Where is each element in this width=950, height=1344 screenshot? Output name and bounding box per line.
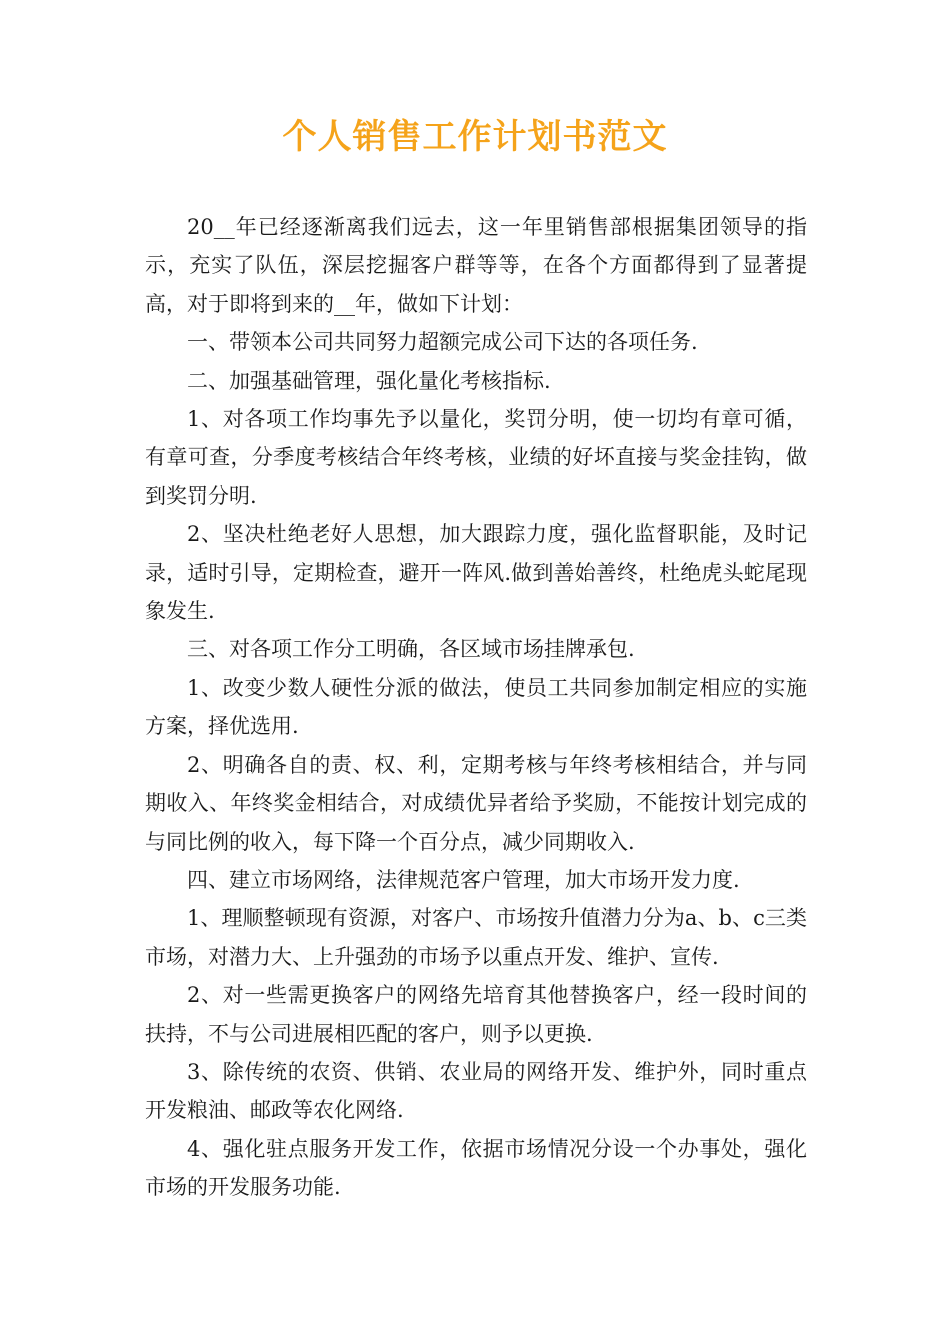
paragraph-section-3: 三、对各项工作分工明确，各区域市场挂牌承包. — [187, 637, 635, 662]
paragraph-intro: 20__年已经逐渐离我们远去，这一年里销售部根据集团领导的指示，充实了队伍，深层挖掘客户群等等，在各个方面都得到了显著提高，对于即将到来的__年，做如下计划： — [145, 215, 807, 316]
paragraph-section-4-item-4: 4、强化驻点服务开发工作，依据市场情况分设一个办事处，强化市场的开发服务功能. — [145, 1136, 807, 1200]
paragraph-section-3-item-2: 2、明确各自的责、权、利，定期考核与年终考核相结合，并与同期收入、年终奖金相结合，对成绩优异者给予奖励，不能按计划完成的与同比例的收入，每下降一个百分点，减少同期收入. — [145, 752, 807, 854]
paragraph-section-4-item-3: 3、除传统的农资、供销、农业局的网络开发、维护外，同时重点开发粮油、邮政等农化网络. — [145, 1059, 807, 1123]
paragraph-section-4: 四、建立市场网络，法律规范客户管理，加大市场开发力度. — [187, 867, 740, 892]
paragraph-section-3-item-1: 1、改变少数人硬性分派的做法，使员工共同参加制定相应的实施方案，择优选用. — [145, 675, 807, 739]
paragraph-section-2: 二、加强基础管理，强化量化考核指标. — [187, 368, 551, 393]
document-body — [145, 208, 807, 1207]
document-title: 个人销售工作计划书范文 — [282, 117, 668, 157]
paragraph-section-2-item-2: 2、坚决杜绝老好人思想，加大跟踪力度，强化监督职能，及时记录，适时引导，定期检查，避开一阵风.做到善始善终，杜绝虎头蛇尾现象发生. — [145, 522, 807, 624]
paragraph-section-4-item-1: 1、理顺整顿现有资源，对客户、市场按升值潜力分为a、b、c三类市场，对潜力大、上升强劲的市场予以重点开发、维护、宣传. — [145, 906, 807, 969]
paragraph-section-1: 一、带领本公司共同努力超额完成公司下达的各项任务. — [187, 330, 698, 355]
paragraph-section-4-item-2: 2、对一些需更换客户的网络先培育其他替换客户，经一段时间的扶持，不与公司进展相匹配的客户，则予以更换. — [145, 983, 807, 1046]
paragraph-section-2-item-1: 1、对各项工作均事先予以量化，奖罚分明，使一切均有章可循，有章可查，分季度考核结合年终考核，业绩的好坏直接与奖金挂钩，做到奖罚分明. — [145, 407, 807, 508]
